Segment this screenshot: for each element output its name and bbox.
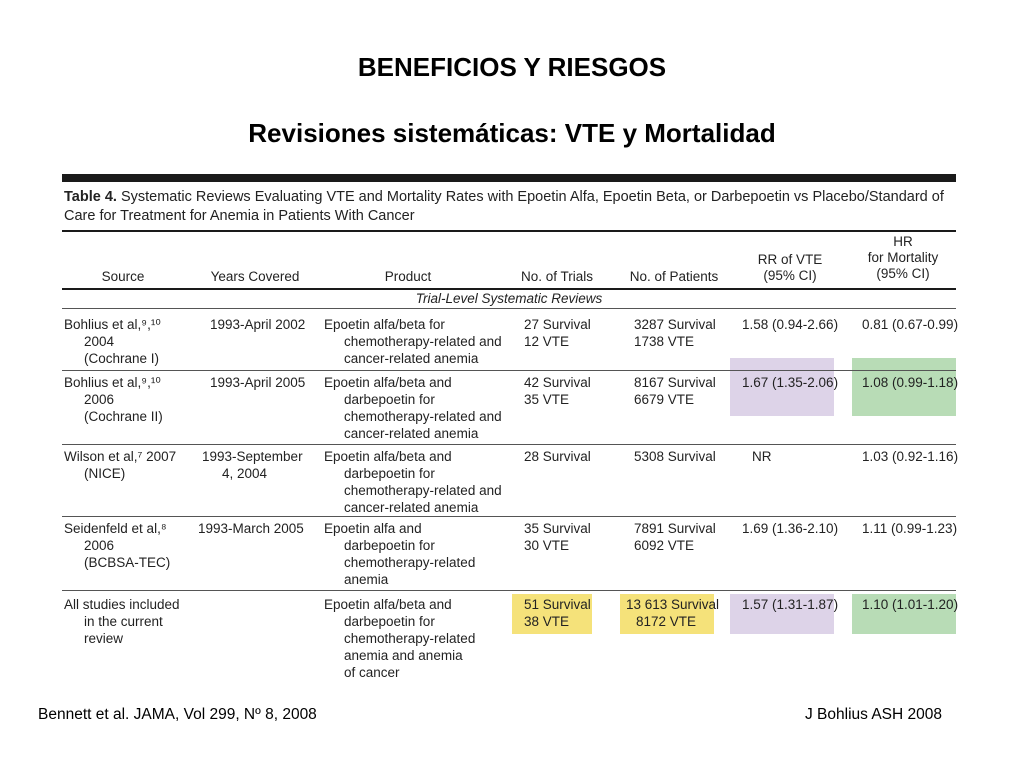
cell-trials: 28 Survival — [524, 449, 591, 464]
header-hr-line3: (95% CI) — [876, 266, 930, 281]
header-years: Years Covered — [210, 269, 300, 284]
cell-rr: 1.57 (1.31-1.87) — [742, 597, 839, 612]
cell-source: Wilson et al,⁷ 2007 (NICE) — [64, 449, 177, 481]
row-divider — [62, 370, 956, 371]
cell-rr: 1.69 (1.36-2.10) — [742, 521, 839, 536]
header-rr — [734, 252, 846, 284]
cell-trials: 27 Survival 12 VTE — [524, 317, 591, 349]
slide-subtitle: Revisiones sistemáticas: VTE y Mortalidad — [248, 118, 776, 148]
cell-patients: 7891 Survival 6092 VTE — [634, 521, 716, 553]
row-divider — [62, 516, 956, 517]
table-top-bar — [62, 174, 956, 182]
row-divider — [62, 590, 956, 591]
table-caption-label: Table 4. — [64, 189, 117, 205]
cell-source: Seidenfeld et al,⁸ 2006 (BCBSA-TEC) — [64, 521, 171, 570]
caption-rule — [62, 230, 956, 232]
cell-years: 1993-April 2005 — [210, 375, 306, 390]
cell-hr: 1.03 (0.92-1.16) — [862, 449, 959, 464]
cell-product: Epoetin alfa/beta and darbepoetin for chemotherapy-related anemia and anemia of cancer — [324, 597, 476, 680]
table-caption — [64, 188, 954, 225]
cell-product: Epoetin alfa/beta for chemotherapy-related and cancer-related anemia — [324, 317, 502, 366]
table-figure — [62, 174, 959, 684]
cell-patients: 3287 Survival 1738 VTE — [634, 317, 716, 349]
cell-product: Epoetin alfa and darbepoetin for chemotherapy-related anemia — [324, 521, 476, 587]
cell-rr: 1.58 (0.94-2.66) — [742, 317, 839, 332]
cell-source: Bohlius et al,⁹,¹⁰ 2006 (Cochrane II) — [64, 375, 163, 424]
cell-hr: 1.10 (1.01-1.20) — [862, 597, 959, 612]
cell-trials: 35 Survival 30 VTE — [524, 521, 591, 553]
cell-trials: 42 Survival 35 VTE — [524, 375, 591, 407]
cell-years: 1993-April 2002 — [210, 317, 306, 332]
header-patients: No. of Patients — [629, 269, 719, 284]
row-divider — [62, 444, 956, 445]
cell-source: Bohlius et al,⁹,¹⁰ 2004 (Cochrane I) — [64, 317, 161, 366]
slide-title: BENEFICIOS Y RIESGOS — [357, 52, 667, 82]
footer-author: J Bohlius ASH 2008 — [804, 706, 942, 723]
cell-years: 1993-September 4, 2004 — [202, 449, 303, 481]
cell-hr: 0.81 (0.67-0.99) — [862, 317, 959, 332]
cell-years: 1993-March 2005 — [198, 521, 304, 536]
header-rr-line1: RR of VTE — [757, 252, 823, 267]
cell-patients: 5308 Survival — [634, 449, 716, 464]
cell-rr: 1.67 (1.35-2.06) — [742, 375, 839, 390]
cell-hr: 1.11 (0.99-1.23) — [862, 521, 958, 536]
cell-product: Epoetin alfa/beta and darbepoetin for chemotherapy-related and cancer-related anemia — [324, 375, 502, 441]
header-hr-line2: for Mortality — [867, 250, 939, 265]
header-trials: No. of Trials — [520, 269, 594, 284]
cell-patients: 13 613 Survival 8172 VTE — [626, 597, 720, 629]
header-rr-line2: (95% CI) — [763, 268, 817, 283]
cell-trials: 51 Survival 38 VTE — [524, 597, 591, 629]
footer-citation: Bennett et al. JAMA, Vol 299, Nº 8, 2008 — [38, 706, 317, 723]
cell-patients: 8167 Survival 6679 VTE — [634, 375, 716, 407]
cell-source: All studies included in the current review — [64, 597, 180, 646]
header-product: Product — [384, 269, 432, 284]
header-hr-line1: HR — [893, 234, 913, 249]
header-rule — [62, 288, 956, 290]
table-caption-text: Systematic Reviews Evaluating VTE and Mortality Rates with Epoetin Alfa, Epoetin Beta, or Darbepoetin vs Placebo/Standard of Care for Treatment for Anemia in Patients With Cancer — [64, 189, 944, 224]
cell-rr: NR — [752, 449, 772, 464]
header-source: Source — [101, 269, 145, 284]
section-label: Trial-Level Systematic Reviews — [415, 291, 603, 306]
cell-hr: 1.08 (0.99-1.18) — [862, 375, 959, 390]
section-rule — [62, 308, 956, 309]
header-hr — [850, 234, 956, 282]
cell-product: Epoetin alfa/beta and darbepoetin for chemotherapy-related and cancer-related anemia — [324, 449, 502, 515]
